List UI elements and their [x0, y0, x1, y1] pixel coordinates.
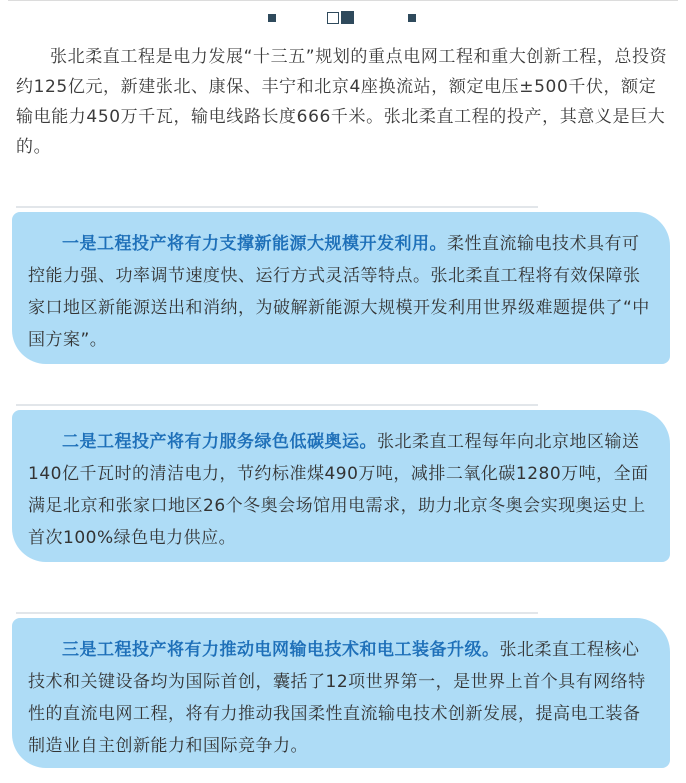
card-1-paragraph — [28, 228, 654, 356]
highlight-card-2 — [12, 410, 670, 562]
ornament-square-filled — [341, 11, 354, 24]
section-divider-2 — [16, 404, 538, 406]
highlight-card-1 — [12, 212, 670, 364]
top-divider — [8, 0, 678, 1]
card-2-body: 张北柔直工程每年向北京地区输送140亿千瓦时的清洁电力，节约标准煤490万吨，减排二氧化碳1280万吨，全面满足北京和张家口地区26个冬奥会场馆用电需求，助力北京冬奥会实现奥运史上首次100%绿色电力供应。 — [28, 432, 649, 548]
section-divider-1 — [16, 206, 538, 208]
card-1-lead: 一是工程投产将有力支撑新能源大规模开发利用。 — [62, 234, 447, 254]
card-1-body: 柔性直流输电技术具有可控能力强、功率调节速度快、运行方式灵活等特点。张北柔直工程将有效保障张家口地区新能源送出和消纳，为破解新能源大规模开发利用世界级难题提供了“中国方案”。 — [28, 234, 650, 350]
card-2-paragraph — [28, 426, 654, 554]
card-3-body: 张北柔直工程核心技术和关键设备均为国际首创，囊括了12项世界第一，是世界上首个具有网络特性的直流电网工程，将有力推动我国柔性直流输电技术创新发展，提高电工装备制造业自主创新能力和国际竞争力。 — [28, 640, 646, 756]
section-divider-3 — [16, 612, 538, 614]
intro-paragraph: 张北柔直工程是电力发展“十三五”规划的重点电网工程和重大创新工程，总投资约125亿元，新建张北、康保、丰宁和北京4座换流站，额定电压±500千伏，额定输电能力450万千瓦，输电线路长度666千米。张北柔直工程的投产，其意义是巨大的。 — [16, 47, 668, 157]
ornament-center — [327, 11, 357, 25]
ornament-square-outline — [327, 12, 339, 24]
ornament-square-left — [268, 14, 276, 22]
top-ornament — [0, 11, 686, 25]
card-3-paragraph — [28, 634, 654, 762]
highlight-card-3 — [12, 618, 670, 768]
card-3-lead: 三是工程投产将有力推动电网输电技术和电工装备升级。 — [62, 640, 500, 660]
ornament-square-right — [408, 14, 416, 22]
card-2-lead: 二是工程投产将有力服务绿色低碳奥运。 — [62, 432, 377, 452]
